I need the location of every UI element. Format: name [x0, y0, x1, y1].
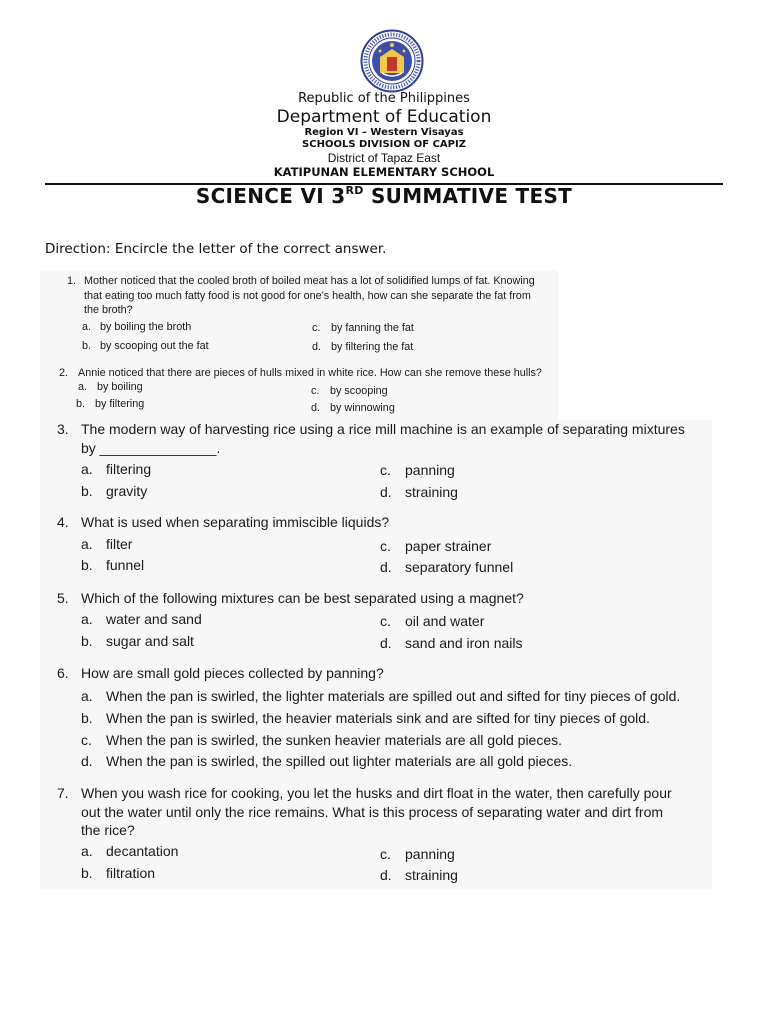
question-4-choice-text: paper strainer — [405, 538, 492, 554]
question-6-choice-letter: b. — [81, 710, 93, 726]
question-5-choice-text: sand and iron nails — [405, 635, 523, 651]
question-7-choice-letter: b. — [81, 865, 93, 881]
question-2-choice-letter: b. — [76, 398, 86, 410]
question-4-text: What is used when separating immiscible liquids? — [81, 514, 390, 530]
question-3-choice-text: straining — [405, 484, 458, 500]
question-2-choice-letter: a. — [78, 381, 88, 393]
question-1-choice-letter: b. — [82, 340, 92, 352]
question-3-number: 3. — [57, 421, 69, 437]
question-5-number: 5. — [57, 590, 69, 606]
question-1-text: Mother noticed that the cooled broth of boiled meat has a lot of solidified lumps of fat. Knowing — [84, 275, 535, 287]
question-5-choice-text: sugar and salt — [106, 633, 194, 649]
question-4-choice-letter: b. — [81, 557, 93, 573]
question-3-text: The modern way of harvesting rice using a rice mill machine is an example of separating mixtures — [81, 421, 685, 437]
question-5-choice-letter: b. — [81, 633, 93, 649]
question-5-choice-letter: a. — [81, 611, 93, 627]
question-2-choice-letter: d. — [311, 402, 321, 414]
question-6-text: How are small gold pieces collected by panning? — [81, 665, 384, 681]
question-1-choice-letter: d. — [312, 341, 322, 353]
title-main: SCIENCE VI 3 — [195, 184, 346, 208]
question-6-choice-letter: d. — [81, 753, 93, 769]
question-4-choice-letter: c. — [380, 538, 391, 554]
question-7-number: 7. — [57, 785, 69, 801]
question-1-choice-text: by boiling the broth — [100, 321, 192, 333]
question-5-text: Which of the following mixtures can be best separated using a magnet? — [81, 590, 524, 606]
question-3-choice-letter: b. — [81, 483, 93, 499]
question-2-choice-text: by filtering — [95, 398, 145, 410]
question-3-choice-letter: d. — [380, 484, 392, 500]
question-3-choice-text: gravity — [106, 483, 148, 499]
question-2-choice-letter: c. — [311, 385, 320, 397]
question-6-choice-letter: c. — [81, 732, 92, 748]
question-4-choice-text: funnel — [106, 557, 145, 573]
question-1-number: 1. — [67, 275, 77, 287]
question-2-choice-text: by boiling — [97, 381, 143, 393]
question-7-choice-text: straining — [405, 867, 458, 883]
question-5-choice-text: oil and water — [405, 613, 485, 629]
question-1-text: that eating too much fatty food is not good for one's health, how can she separate the fat from — [84, 290, 531, 302]
question-6-choice-text: When the pan is swirled, the sunken heavier materials are all gold pieces. — [106, 732, 563, 748]
question-7-text: the rice? — [81, 822, 135, 838]
question-1-choice-letter: a. — [82, 321, 92, 333]
title-rest: SUMMATIVE TEST — [363, 184, 573, 208]
question-7-choice-text: panning — [405, 846, 455, 862]
question-7-choice-letter: d. — [380, 867, 392, 883]
department-line: Department of Education — [276, 107, 492, 127]
question-5-choice-letter: d. — [380, 635, 392, 651]
question-3-text: by _______________. — [81, 440, 221, 456]
question-4-choice-letter: d. — [380, 559, 392, 575]
question-2-text: Annie noticed that there are pieces of hulls mixed in white rice. How can she remove these hulls? — [78, 367, 542, 379]
question-7-choice-text: filtration — [106, 865, 156, 881]
question-6-choice-letter: a. — [81, 688, 93, 704]
question-5-choice-letter: c. — [380, 613, 391, 629]
school-line: KATIPUNAN ELEMENTARY SCHOOL — [273, 165, 495, 179]
question-2-number: 2. — [59, 367, 69, 379]
question-7-text: out the water until only the rice remains. What is this process of separating water and dirt from — [81, 804, 664, 820]
region-line: Region VI – Western Visayas — [304, 127, 464, 138]
question-1-choice-text: by fanning the fat — [331, 322, 414, 334]
question-6-choice-text: When the pan is swirled, the lighter materials are spilled out and sifted for tiny pieces of gold. — [106, 688, 681, 704]
question-4-number: 4. — [57, 514, 69, 530]
question-2-choice-text: by winnowing — [330, 402, 395, 414]
question-7-choice-text: decantation — [106, 843, 179, 859]
question-3-choice-letter: a. — [81, 461, 93, 477]
question-5-choice-text: water and sand — [106, 611, 202, 627]
question-6-number: 6. — [57, 665, 69, 681]
question-4-choice-text: separatory funnel — [405, 559, 514, 575]
republic-line: Republic of the Philippines — [298, 91, 470, 106]
test-title — [0, 184, 768, 208]
question-3-choice-letter: c. — [380, 462, 391, 478]
question-6-choice-text: When the pan is swirled, the heavier materials sink and are sifted for tiny pieces of gold. — [106, 710, 650, 726]
question-4-choice-text: filter — [106, 536, 133, 552]
question-1-choice-letter: c. — [312, 322, 321, 334]
question-2-choice-text: by scooping — [330, 385, 388, 397]
question-7-text: When you wash rice for cooking, you let the husks and dirt float in the water, then carefully pour — [81, 785, 672, 801]
question-4-choice-letter: a. — [81, 536, 93, 552]
question-1-text: the broth? — [84, 304, 133, 316]
direction-text: Direction: Encircle the letter of the correct answer. — [45, 241, 387, 257]
title-superscript: RD — [345, 184, 364, 197]
question-3-choice-text: filtering — [106, 461, 152, 477]
deped-seal-logo — [360, 29, 424, 93]
question-7-choice-letter: a. — [81, 843, 93, 859]
question-1-choice-text: by filtering the fat — [331, 341, 414, 353]
question-7-choice-letter: c. — [380, 846, 391, 862]
question-1-choice-text: by scooping out the fat — [100, 340, 209, 352]
district-line: District of Tapaz East — [327, 151, 441, 165]
division-line: SCHOOLS DIVISION OF CAPIZ — [302, 139, 466, 150]
question-3-choice-text: panning — [405, 462, 455, 478]
question-6-choice-text: When the pan is swirled, the spilled out lighter materials are all gold pieces. — [106, 753, 573, 769]
